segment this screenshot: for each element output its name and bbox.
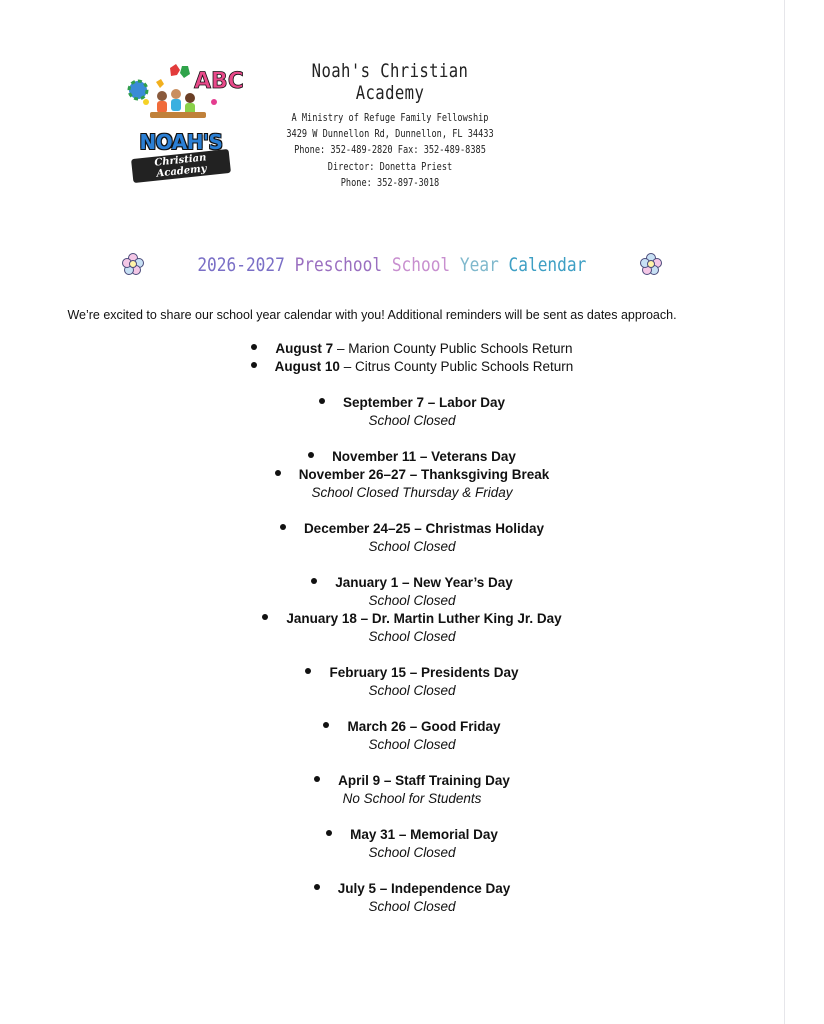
- event-label: September 7 – Labor Day: [342, 395, 506, 410]
- address-line: 3429 W Dunnellon Rd, Dunnellon, FL 34433: [286, 128, 494, 141]
- list-item: [0, 718, 824, 754]
- bullet-icon: [308, 452, 314, 458]
- event-label: January 18 – Dr. Martin Luther King Jr. Day: [286, 611, 562, 626]
- event-desc: Marion County Public Schools Return: [348, 341, 573, 356]
- event-label: March 26 – Good Friday: [347, 719, 501, 734]
- title-year: 2026-2027: [197, 254, 286, 276]
- bullet-icon: [275, 470, 281, 476]
- event-note: School Closed Thursday & Friday: [311, 485, 513, 500]
- event-label: May 31 – Memorial Day: [350, 827, 498, 842]
- logo-wordmark: NOAH'S: [139, 130, 223, 154]
- bullet-icon: [319, 398, 325, 404]
- bullet-icon: [326, 830, 332, 836]
- bullet-icon: [251, 344, 257, 350]
- event-note: School Closed: [368, 629, 456, 644]
- director-line: Director: Donetta Priest: [327, 160, 453, 173]
- list-item: [0, 772, 824, 808]
- bullet-icon: [280, 524, 286, 530]
- school-info: [275, 110, 505, 191]
- bullet-icon: [314, 884, 320, 890]
- event-note: School Closed: [368, 683, 456, 698]
- event-label: November 26–27 – Thanksgiving Break: [298, 467, 550, 482]
- event-note: School Closed: [368, 593, 456, 608]
- title-preschool: Preschool: [294, 254, 383, 276]
- event-label: December 24–25 – Christmas Holiday: [303, 521, 545, 536]
- event-label: November 11 – Veterans Day: [332, 449, 516, 464]
- bullet-icon: [323, 722, 329, 728]
- logo-subtitle: Christian Academy: [131, 149, 231, 183]
- event-date: August 10: [274, 359, 340, 374]
- event-note: School Closed: [368, 899, 456, 914]
- event-note: School Closed: [368, 845, 456, 860]
- title-school: School: [391, 254, 451, 276]
- bullet-icon: [314, 776, 320, 782]
- calendar-title: [0, 253, 784, 276]
- event-label: July 5 – Independence Day: [337, 881, 511, 896]
- title-calendar: Calendar: [508, 254, 587, 276]
- list-item: [0, 520, 824, 556]
- list-item: [0, 394, 824, 430]
- event-label: April 9 – Staff Training Day: [338, 773, 510, 788]
- flower-icon: [640, 253, 662, 275]
- event-desc: Citrus County Public Schools Return: [354, 359, 574, 374]
- list-item: [0, 880, 824, 916]
- hand-icon: [170, 64, 180, 76]
- intro-text: We’re excited to share our school year calendar with you! Additional reminders will be sent as dates approach.: [67, 308, 677, 322]
- list-item: [0, 574, 824, 646]
- list-item: [0, 664, 824, 700]
- event-label: February 15 – Presidents Day: [329, 665, 519, 680]
- event-note: No School for Students: [342, 791, 482, 806]
- phone-fax-line: Phone: 352-489-2820 Fax: 352-489-8385: [294, 144, 486, 157]
- event-label: January 1 – New Year’s Day: [335, 575, 513, 590]
- flower-icon: [122, 253, 144, 275]
- bullet-icon: [251, 362, 257, 368]
- event-date: August 7: [275, 341, 334, 356]
- title-year-word: Year: [460, 254, 499, 276]
- event-note: School Closed: [368, 413, 456, 428]
- event-note: School Closed: [368, 737, 456, 752]
- school-name: Noah's Christian Academy: [311, 60, 469, 104]
- ministry-line: A Ministry of Refuge Family Fellowship: [291, 112, 489, 124]
- events-list: [0, 340, 824, 916]
- abc-letters: ABC: [194, 69, 244, 94]
- bullet-icon: [305, 668, 311, 674]
- list-item: [0, 448, 824, 502]
- bullet-icon: [311, 578, 317, 584]
- list-item: August 7 – Marion County Public Schools Return August 10 – Citrus County Public Schools Return: [0, 340, 824, 376]
- list-item: [0, 826, 824, 862]
- event-note: School Closed: [368, 539, 456, 554]
- bullet-icon: [262, 614, 268, 620]
- director-phone-line: Phone: 352-897-3018: [340, 176, 440, 189]
